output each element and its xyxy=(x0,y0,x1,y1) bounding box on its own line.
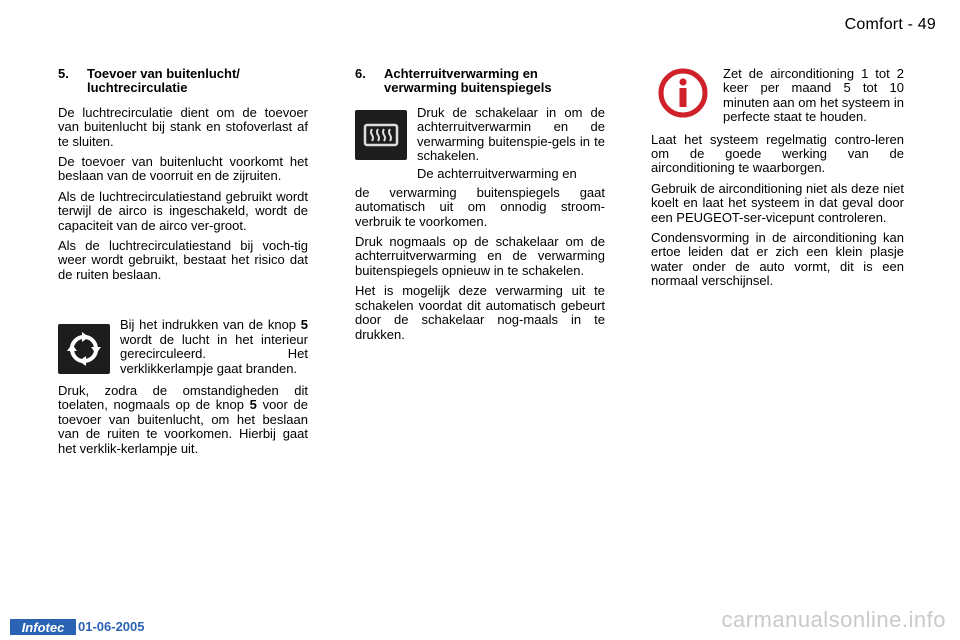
section-title: Toevoer van buitenlucht/ luchtrecirculatie xyxy=(87,66,240,96)
footer-date: 01-06-2005 xyxy=(78,619,145,634)
recirculation-icon xyxy=(58,324,110,374)
paragraph: Condensvorming in de airconditioning kan ertoe leiden dat er zich een klein plasje water onder de auto vormt, dit is een normaal verschijnsel. xyxy=(651,230,904,289)
paragraph: de verwarming buitenspiegels gaat automatisch uit om onnodig stroom-verbruik te voorkomen. xyxy=(355,184,605,229)
warning-text: Zet de airconditioning 1 tot 2 keer per maand 5 tot 10 minuten aan om het systeem in perfecte staat te houden. xyxy=(723,66,904,125)
rear-window-defrost-icon xyxy=(355,110,407,160)
paragraph: Druk de schakelaar in om de achterruitverwarmin en de verwarming buitenspie-gels in te schakelen. xyxy=(417,104,605,164)
section-number: 5. xyxy=(58,66,69,81)
icon-note xyxy=(355,106,605,182)
section-heading xyxy=(355,67,605,96)
paragraph: Druk, zodra de omstandigheden dit toelaten, nogmaals op de knop 5 voor de toevoer van buitenlucht, om het beslaan van de ruiten te voorkomen. Hierbij gaat het verklik-kerlampje uit. xyxy=(58,382,308,456)
paragraph: Druk nogmaals op de schakelaar om de achterruitverwarming en de verwarming buitenspiegels opnieuw in te schakelen. xyxy=(355,234,605,278)
paragraph: De achterruitverwarming en xyxy=(417,166,577,182)
icon-note-text: Bij het indrukken van de knop 5 wordt de lucht in het interieur gerecirculeerd. Het verklikkerlampje gaat branden. xyxy=(120,317,308,376)
section-title: Achterruitverwarming en verwarming buitenspiegels xyxy=(384,66,552,96)
section-number: 6. xyxy=(355,66,366,81)
paragraph: Het is mogelijk deze verwarming uit te schakelen voordat dit automatisch gebeurt door de schakelaar nog-maals in te drukken. xyxy=(355,283,605,342)
paragraph: De toevoer van buitenlucht voorkomt het beslaan van de voorruit en de zijruiten. xyxy=(58,154,308,184)
section-aircon-tips xyxy=(651,67,904,295)
infotec-badge: Infotec xyxy=(10,619,76,635)
info-warning-icon xyxy=(657,67,709,119)
paragraph: Gebruik de airconditioning niet als deze niet koelt en laat het systeem in dat geval door een PEUGEOT-ser-vicepunt controleren. xyxy=(651,180,904,225)
warning-note xyxy=(651,67,904,129)
paragraph: Laat het systeem regelmatig contro-leren om de goede werking van de airconditioning te waarborgen. xyxy=(651,131,904,176)
paragraph: Als de luchtrecirculatiestand bij voch-tig weer wordt gebruikt, bestaat het risico dat de ruiten beslaan. xyxy=(58,238,308,282)
section-air-recirculation xyxy=(58,67,308,462)
page-header: Comfort - 49 xyxy=(844,16,936,33)
icon-note xyxy=(58,318,308,380)
watermark: carmanualsonline.info xyxy=(721,607,946,632)
section-heading xyxy=(58,67,308,96)
section-rear-defrost xyxy=(355,67,605,348)
paragraph: De luchtrecirculatie dient om de toevoer van buitenlucht bij stank en stofoverlast af te sluiten. xyxy=(58,104,308,149)
paragraph: Als de luchtrecirculatiestand gebruikt wordt terwijl de airco is ingeschakeld, wordt de capaciteit van de airco ver-groot. xyxy=(58,188,308,233)
